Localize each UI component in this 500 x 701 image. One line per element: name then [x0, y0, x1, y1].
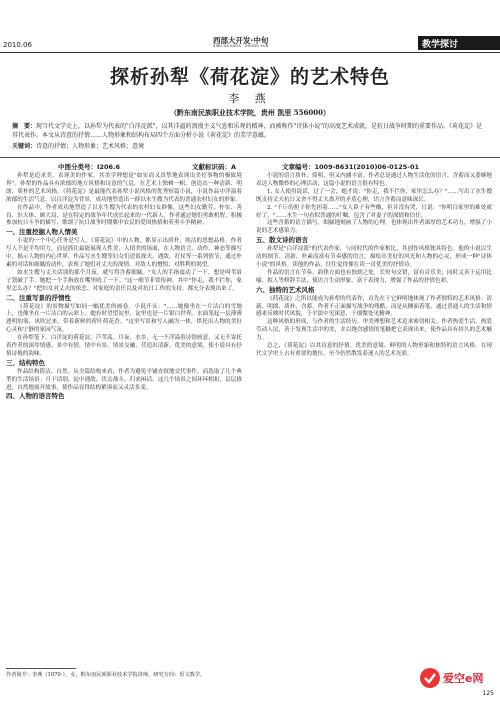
paragraph: 作品结构简洁、自然。从全篇结构来看，作者为避免平铺直叙地交代事件，而选取了几个典型的生活场景：月下话别、淀中遇敌、伏击战斗、归来闲话。这几个场景之间环环相扣，层层推进，自然地展开故事，使作品显得结构紧凑而又灵活多变。 [6, 368, 242, 391]
section-heading: 六、独特的艺术风格 [256, 285, 315, 294]
keywords-text: 诗意的抒情；人物形象；艺术风格；意境 [36, 143, 145, 150]
paragraph: 这些含蓄的语言描写，细腻地刻画了人物的心理，也体现出作者深厚的艺术功力，增强了小说的艺术感染力。 [256, 220, 492, 235]
clc-number: 中图分类号：I206.6 [58, 163, 120, 171]
journal-name-en: XIBU DA KAIFA · ZHONG XUN [213, 44, 269, 48]
paragraph: 总之，《荷花淀》以其诗意的抒情、优美的意境、鲜明的人物形象和独特的语言风格，在现代文学史上占有重要的地位，至今仍然散发着迷人的艺术光彩。 [256, 343, 492, 357]
journal-name: 西部大开发·中旬 [213, 36, 269, 45]
keywords-label: 关键词： [12, 143, 37, 150]
section-heading: 一、注重挖掘人物人情美 [6, 228, 78, 237]
left-column [6, 173, 242, 402]
paragraph: 1. 女人使用说话，过了一会，她才说："你走，我不拦你，家里怎么办？"……写出了水生嫂既支持丈夫抗日又舍不得丈夫离开的矛盾心理，语言含蓄而意味深长。 [256, 188, 492, 203]
paragraph: 孙犁是追求美、表现美的作家，其美学理想是"如实而又真挚地表现出美好事物的极致境界"。孙犁的作品具有浓郁的地方风格和诗意的气息，在艺术上独树一帜，创造出一种清新、明朗、质朴的艺术风格。《荷花淀》是最能代表孙犁小说风格的优秀短篇小说，小说作品中洋溢着浓郁的生活气息，以白洋淀为背景，成功地塑造出一群以水生嫂为代表的普通农村妇女的形象。 [6, 173, 242, 203]
footnote-rule [6, 668, 76, 669]
paragraph: 《荷花淀》的景物描写如同一幅优美的画卷。小说开头："……她像坐在一片洁白的雪地上，也像坐在一片洁白的云彩上。她有时望望淀里，淀里也是一片银白世界。水面笼起一层薄薄透明的雾，风吹过来，带着新鲜的荷叶荷花香。"这里写景和写人融为一体，烘托出人物的美好心灵和宁静的家园气氛。 [6, 303, 242, 334]
paragraph: 小说的语言质朴、简明，但又内涵丰富。作者总是通过人物生活化的语言，含蓄而又委婉地表达人物微妙的心理活动，这篇小说的语言很有特色。 [256, 173, 492, 187]
paragraph: 如水生嫂与丈夫话别的那个月夜，就写得含蓄细腻。"女人的手指震动了一下，想是叫苇眉子划破了手，她把一个手指放在嘴里吮了一下。"这一细节非常传神。其中"你走，我不拦你，家里怎么办？"把妇女对丈夫的依恋、对家庭的责任以及对抗日工作的支持，都充分表现出来了。 [6, 269, 242, 292]
author-affiliation: （黔东南民族职业技术学院，贵州 凯里 556000） [169, 108, 331, 117]
article-number: 文章编号：1009-8631(2010)06-0125-01 [282, 163, 419, 171]
page-number: 125 [482, 690, 494, 697]
document-code: 文献标识码：A [192, 163, 237, 171]
running-header [0, 34, 500, 50]
paragraph: 这种风格的形成，与作者的生活经历、审美理想和艺术追求密切相关。作者热爱生活，热爱劳动人民，善于发现生活中的美，并以饱含感情的笔触把它表现出来，使作品具有持久的艺术魅力。 [256, 319, 492, 342]
paragraph: 《荷花淀》之所以能成为孙犁的代表作，首先在于它鲜明地体现了作者独特的艺术风格：清新、明朗、质朴、含蓄。作者不正面描写战争的残酷，而是从侧面着笔，通过普通人的生活和情感来反映时代风貌，于平淡中见深意，于细微处见精神。 [256, 295, 492, 318]
author-name: 李 燕 [228, 92, 272, 105]
paragraph: 孙犁是"白洋淀派"的代表作家，与同时代的作家相比，其创作风格独具特色。他的小说以生动的细节、清新、朴素而富有节奏感的语言，描绘出美好的风光和人物的心灵，形成一种"诗体小说"的风格。读他的作品，往往觉得像在读一首优美的抒情诗。 [256, 246, 492, 268]
paragraph: 作品的语言在节奏、韵律方面也有独到之处，长短句交错，富有音乐美；同时又善于运用比喻、拟人等修辞手法，使语言生动形象，富于表现力，增强了作品的抒情色彩。 [256, 269, 492, 284]
section-heading: 二、注重写景的抒情性 [6, 293, 71, 302]
article-title: 探析孙犁《荷花淀》的艺术特色 [109, 66, 390, 88]
abstract [12, 122, 488, 140]
author-footnote: 作者简介：李燕（1970-），女，黔东南民族职业技术学院讲师，研究方向：语文教学。 [6, 672, 206, 678]
paragraph: 在孙犁笔下，白洋淀的荷花淀、芦苇荡、月夜、水乡，无一不洋溢着诗情画意，又无不寄托着作者的深厚情感。景中有情，情中有景，情景交融，营造出清新、优美的意境，使小说具有抒情诗般的韵味。 [6, 335, 242, 357]
paragraph: 2. "千斤的担子你先担着……"女人鼻子有些酸，但并没有哭，只说："你明白家里的难处就好了。"……水生一句看似普通的叮嘱，包含了对妻子的深情和信任。 [256, 204, 492, 219]
paragraph: 小说的一个中心任务是写人。《荷花淀》中的人物，都显示出质朴、纯洁的思想品格。作者写人不是平均用力，而是抓住最能展现人性美、人情美的场面，在人物语言、动作、神态等描写中，揭示人物的内心世界。作品写水生嫂等妇女们送饭探夫、遇敌、打仗等一系列情节，通过朴素的对话和细腻的动作，表现了她们对丈夫的深情、对敌人的憎恨、对胜利的渴望。 [6, 238, 242, 268]
abstract-rule [0, 157, 500, 158]
header-rule [0, 52, 500, 53]
right-column [256, 173, 492, 359]
watermark-logo-icon [418, 666, 442, 690]
issue-date: 2010.06 [3, 41, 32, 49]
abstract-label: 摘 要： [12, 123, 37, 130]
section-heading: 五、散文诗的语言 [256, 236, 308, 245]
abstract-text: 现当代文学史上，以孙犁为代表的"白洋淀派"，以其洋溢的浪漫主义气息和乐观的精神，而被称作"诗体小说"的高度艺术成就，是抗日战争时期的重要作品。《荷花淀》是其代表作。本文从诗意的抒情……人物形象和结构布局四个方面分析小说《荷花淀》的美学意蕴。 [12, 123, 483, 139]
keywords [12, 142, 488, 151]
section-name: 教学探讨 [422, 40, 459, 50]
section-heading: 三、结构特色 [6, 358, 45, 367]
watermark-text: 爱空e网 [443, 672, 484, 685]
watermark [418, 662, 498, 694]
section-heading: 四、人物的语言特色 [6, 392, 65, 401]
paragraph: 在作品中，作者成功地塑造了以水生嫂为代表的农村妇女群像，这些妇女勤劳、朴实、善良、识大体、顾大局，是在特定的战争年代成长起来的一代新人。作者通过她们勇敢机智、积极参加抗日斗争的描写，歌颂了抗日战争时期冀中农民的爱国热情和英勇斗争精神。 [6, 204, 242, 227]
